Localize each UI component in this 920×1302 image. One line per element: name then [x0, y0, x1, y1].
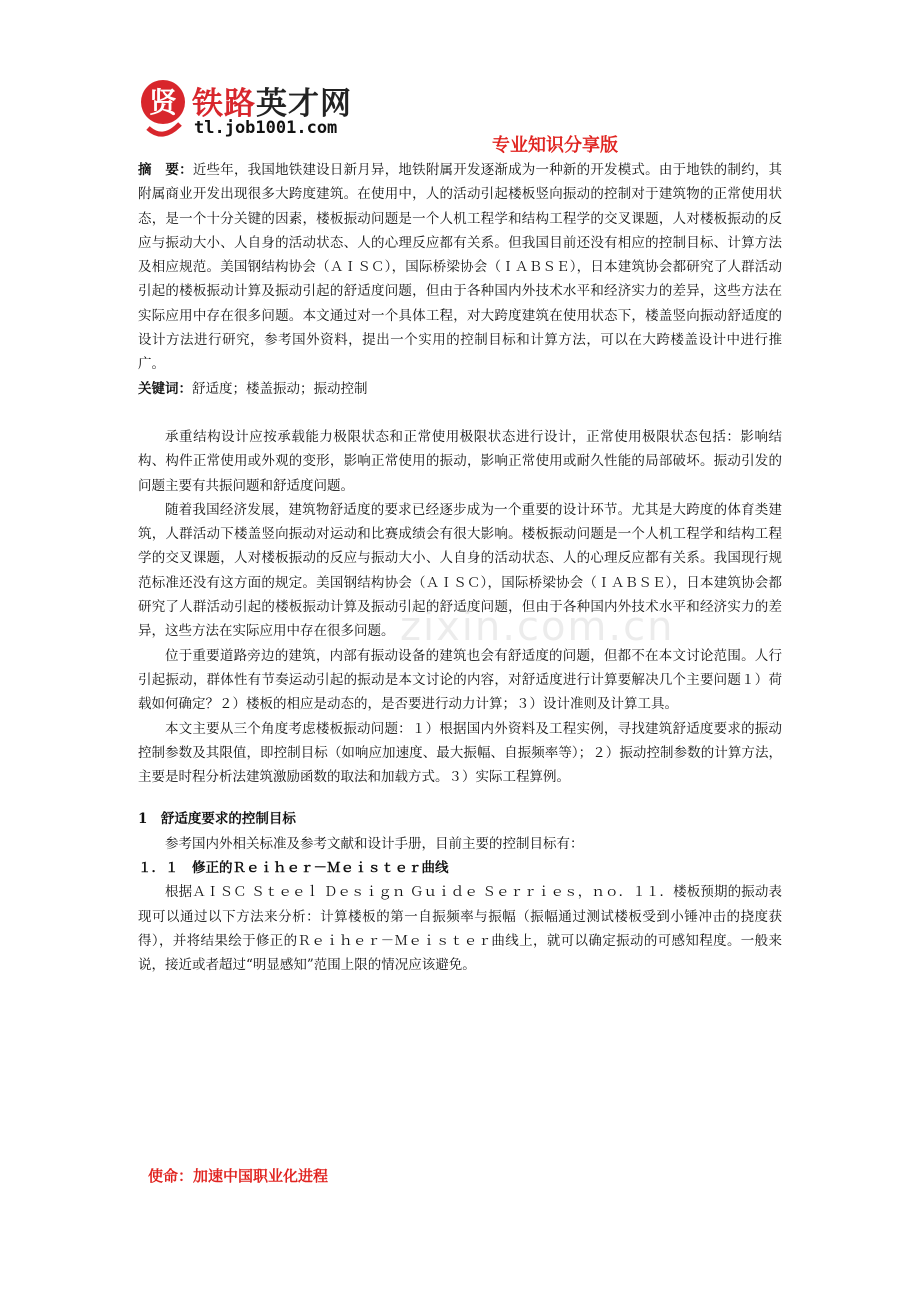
body-paragraph: 本文主要从三个角度考虑楼板振动问题：１）根据国内外资料及工程实例，寻找建筑舒适度要求的振动控制参数及其限值，即控制目标（如响应加速度、最大振幅、自振频率等）；２）振动控制参数的计算方法，主要是时程分析法建筑激励函数的取法和加载方式。３）实际工程算例。 [138, 720, 782, 786]
subsection-text: 根据ＡＩＳＣ Ｓｔｅｅｌ Ｄｅｓｉｇｎ Ｇｕｉｄｅ Ｓｅｒｒｉｅｓ，ｎｏ．１１．楼板预期的振动表现可以通过以下方法来分析：计算楼板的第一自振频率与振幅（振幅通过测试楼板受到小锤冲击的挠度获得），并将结果绘于修正的Ｒｅｉｈｅｒ－Ｍｅｉｓｔｅｒ曲线上，就可以确定振动的可感知程度。一般来说，接近或者超过“明显感知”范围上限的情况应该避免。 [138, 884, 782, 974]
abstract-paragraph [138, 158, 782, 377]
subsection-heading: １．１ 修正的Ｒｅｉｈｅｒ－Ｍｅｉｓｔｅｒ曲线 [138, 860, 449, 877]
brand-url: tl.job1001.com [194, 118, 338, 138]
body-paragraph: 随着我国经济发展，建筑物舒适度的要求已经逐步成为一个重要的设计环节。尤其是大跨度的体育类建筑，人群活动下楼盖竖向振动对运动和比赛成绩会有很大影响。楼板振动问题是一个人机工程学和结构工程学的交叉课题，人对楼板振动的反应与振动大小、人自身的活动状态、人的心理反应都有关系。我国现行规范标准还没有这方面的规定。美国钢结构协会（ＡＩＳＣ），国际桥梁协会（ＩＡＢＳＥ），日本建筑协会都研究了人群活动引起的楼板振动计算及振动引起的舒适度问题，但由于各种国内外技术水平和经济实力的差异，这些方法在实际应用中存在很多问题。 [138, 501, 782, 640]
mission-statement: 使命：加速中国职业化进程 [148, 1167, 329, 1185]
body-paragraph: 承重结构设计应按承载能力极限状态和正常使用极限状态进行设计，正常使用极限状态包括：影响结构、构件正常使用或外观的变形，影响正常使用的振动，影响正常使用或耐久性能的局部破坏。振动引发的问题主要有共振问题和舒适度问题。 [138, 428, 782, 494]
section-heading: 1 舒适度要求的控制目标 [138, 811, 296, 828]
spacer [138, 401, 782, 425]
body-paragraph: 位于重要道路旁边的建筑，内部有振动设备的建筑也会有舒适度的问题，但都不在本文讨论范围。人行引起振动，群体性有节奏运动引起的振动是本文讨论的内容，对舒适度进行计算要解决几个主要问题１）荷载如何确定？２）楼板的相应是动态的，是否要进行动力计算；３）设计准则及计算工具。 [138, 647, 782, 713]
keywords-label: 关键词： [138, 380, 192, 397]
logo-mark-icon [138, 72, 188, 144]
brand-logo [138, 72, 378, 148]
abstract-text: 近些年，我国地铁建设日新月异，地铁附属开发逐渐成为一种新的开发模式。由于地铁的制约，其附属商业开发出现很多大跨度建筑。在使用中，人的活动引起楼板竖向振动的控制对于建筑物的正常使用状态，是一个十分关键的因素，楼板振动问题是一个人机工程学和结构工程学的交叉课题，人对楼板振动的反应与振动大小、人自身的活动状态、人的心理反应都有关系。但我国目前还没有相应的控制目标、计算方法及相应规范。美国钢结构协会（ＡＩＳＣ），国际桥梁协会（ＩＡＢＳＥ），日本建筑协会都研究了人群活动引起的楼板振动计算及振动引起的舒适度问题，但由于各种国内外技术水平和经济实力的差异，这些方法在实际应用中存在很多问题。本文通过对一个具体工程，对大跨度建筑在使用状态下，楼盖竖向振动舒适度的设计方法进行研究，参考国外资料，提出一个实用的控制目标和计算方法，可以在大跨楼盖设计中进行推广。 [138, 162, 783, 373]
keywords-text: 舒适度；楼盖振动；振动控制 [192, 380, 368, 397]
keywords-paragraph [138, 377, 782, 401]
document-body [138, 158, 782, 978]
section-intro: 参考国内外相关标准及参考文献和设计手册，目前主要的控制目标有： [165, 835, 584, 852]
spacer [138, 789, 782, 807]
brand-name-part2: 英才网 [256, 86, 352, 122]
logo-mark-glyph: 贤 [148, 86, 178, 119]
abstract-label: 摘 要： [138, 162, 193, 178]
brand-name-part1: 铁路 [192, 86, 256, 122]
document-subtitle: 专业知识分享版 [492, 135, 618, 156]
brand-name [192, 78, 352, 123]
watermark-text: zixin.com.cn [400, 604, 675, 650]
